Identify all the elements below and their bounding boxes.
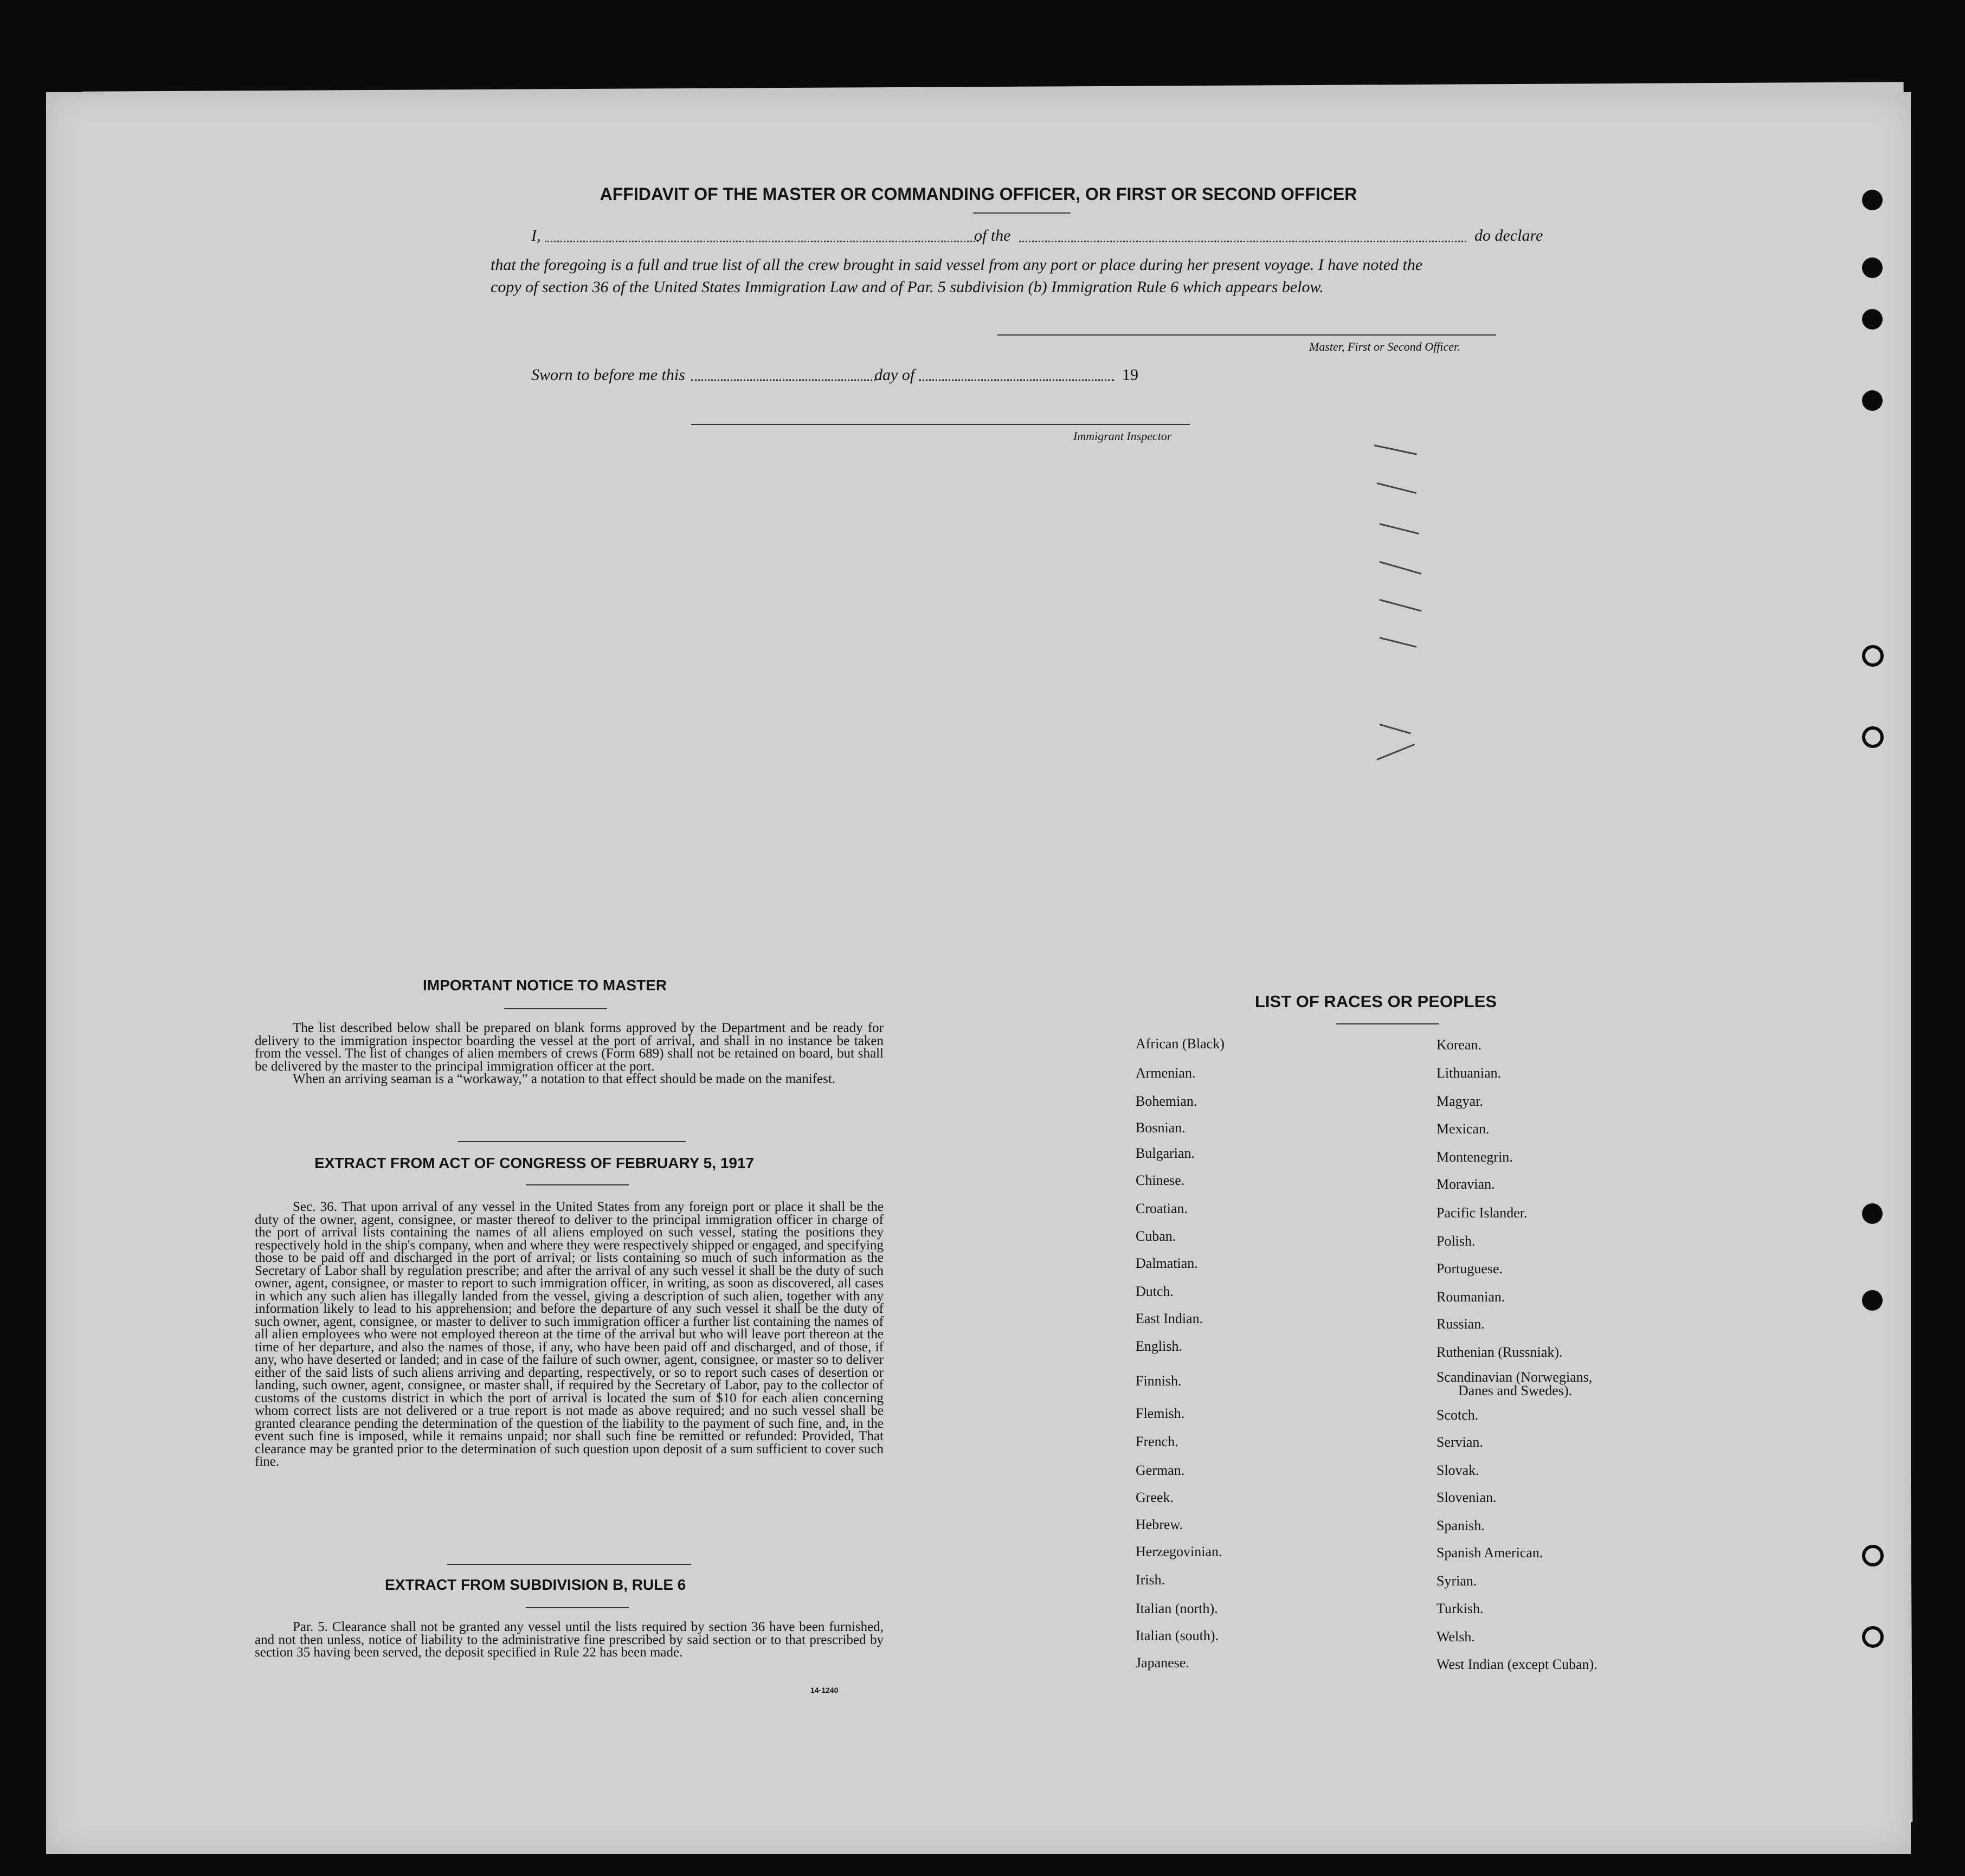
race-item: Dalmatian. bbox=[1136, 1255, 1198, 1271]
act-text bbox=[255, 1201, 884, 1468]
race-item: Scotch. bbox=[1436, 1407, 1479, 1423]
vessel-blank-line bbox=[1019, 241, 1466, 242]
race-item: West Indian (except Cuban). bbox=[1436, 1656, 1597, 1672]
race-item: Bulgarian. bbox=[1136, 1145, 1195, 1161]
race-item: Turkish. bbox=[1436, 1601, 1484, 1616]
race-item: Italian (south). bbox=[1136, 1628, 1219, 1643]
race-item: Bosnian. bbox=[1136, 1120, 1186, 1136]
race-item: Polish. bbox=[1436, 1233, 1476, 1249]
race-item: Bohemian. bbox=[1136, 1093, 1197, 1109]
race-item: Irish. bbox=[1136, 1572, 1165, 1588]
affidavit-line-3: copy of section 36 of the United States Immigration Law and of Par. 5 subdivision (b) Immigration Rule 6 which appears below. bbox=[491, 278, 1324, 296]
notice-paragraph-1: The list described below shall be prepared on blank forms approved by the Department and be ready for delivery to the immigration inspector boarding the vessel at the port of arrival, and shall in no instance be taken from the vessel. The list of changes of alien members of crews (Form 689) shall not be retained on board, but shall be delivered by the master to the principal immigration officer at the port. bbox=[255, 1021, 884, 1074]
race-item: Greek. bbox=[1136, 1490, 1174, 1505]
race-item: Syrian. bbox=[1436, 1573, 1477, 1589]
sworn-day-blank bbox=[691, 379, 875, 381]
race-item: Croatian. bbox=[1136, 1201, 1188, 1216]
divider bbox=[1336, 1023, 1439, 1024]
race-item: Magyar. bbox=[1436, 1093, 1483, 1109]
inspector-signature-line bbox=[691, 424, 1190, 425]
race-item: Scandinavian (Norwegians, bbox=[1436, 1369, 1593, 1385]
affidavit-line-2: that the foregoing is a full and true list of all the crew brought in said vessel from any port or place during her present voyage. I have noted the bbox=[491, 256, 1423, 274]
pen-mark bbox=[1380, 599, 1422, 612]
pen-mark bbox=[1380, 523, 1419, 534]
rule-title: EXTRACT FROM SUBDIVISION B, RULE 6 bbox=[385, 1576, 686, 1593]
race-item: Pacific Islander. bbox=[1436, 1205, 1528, 1221]
affidavit-of-the-label: of the bbox=[974, 227, 1011, 244]
act-title: EXTRACT FROM ACT OF CONGRESS OF FEBRUARY 5, 1917 bbox=[314, 1155, 755, 1171]
binder-hole bbox=[1862, 390, 1883, 411]
divider bbox=[447, 1564, 691, 1565]
name-blank-line bbox=[545, 241, 978, 242]
pen-mark bbox=[1377, 482, 1416, 494]
binder-hole bbox=[1862, 1545, 1884, 1566]
race-item: Armenian. bbox=[1136, 1065, 1196, 1081]
race-item: Slovenian. bbox=[1436, 1490, 1497, 1505]
year-prefix: 19 bbox=[1122, 366, 1138, 384]
race-item: East Indian. bbox=[1136, 1311, 1203, 1326]
divider bbox=[504, 1008, 607, 1009]
sworn-month-blank bbox=[919, 379, 1114, 381]
pen-mark bbox=[1376, 744, 1415, 760]
divider bbox=[973, 212, 1071, 214]
race-item: German. bbox=[1136, 1462, 1185, 1478]
race-item: Mexican. bbox=[1436, 1121, 1490, 1137]
master-signature-line bbox=[997, 334, 1496, 336]
binder-hole bbox=[1862, 257, 1883, 278]
pen-mark bbox=[1380, 561, 1422, 575]
sworn-label: Sworn to before me this bbox=[531, 366, 685, 384]
inspector-caption: Immigrant Inspector bbox=[1073, 429, 1172, 443]
divider bbox=[458, 1141, 686, 1142]
master-caption: Master, First or Second Officer. bbox=[1309, 340, 1460, 353]
race-item: Lithuanian. bbox=[1436, 1065, 1502, 1081]
race-item: Cuban. bbox=[1136, 1228, 1176, 1244]
races-title: LIST OF RACES OR PEOPLES bbox=[1255, 992, 1497, 1011]
binder-hole bbox=[1862, 645, 1884, 667]
form-page bbox=[46, 92, 1911, 1854]
pen-mark bbox=[1380, 724, 1412, 734]
race-item: Italian (north). bbox=[1136, 1601, 1218, 1616]
race-item: Flemish. bbox=[1136, 1406, 1185, 1421]
race-item: Portuguese. bbox=[1436, 1261, 1503, 1277]
race-item: Japanese. bbox=[1136, 1655, 1189, 1671]
rule-paragraph-5: Par. 5. Clearance shall not be granted any vessel until the lists required by section 36 have been furnished, and not then unless, notice of liability to the administrative fine prescribed by said section or to that prescribed by section 35 having been served, the deposit specified in Rule 22 has been made. bbox=[255, 1620, 884, 1660]
binder-hole bbox=[1862, 309, 1883, 330]
race-item: French. bbox=[1136, 1434, 1178, 1449]
race-item: Chinese. bbox=[1136, 1172, 1185, 1188]
affidavit-declare-label: do declare bbox=[1474, 227, 1543, 244]
race-item: Spanish. bbox=[1436, 1518, 1485, 1533]
notice-title: IMPORTANT NOTICE TO MASTER bbox=[423, 977, 667, 994]
race-item: African (Black) bbox=[1136, 1036, 1225, 1052]
pen-mark bbox=[1374, 444, 1417, 455]
race-item: Russian. bbox=[1436, 1316, 1485, 1332]
rule-text bbox=[255, 1621, 884, 1659]
divider bbox=[526, 1607, 629, 1608]
race-item: Herzegovinian. bbox=[1136, 1544, 1222, 1559]
form-number: 14-1240 bbox=[810, 1686, 839, 1694]
day-of-label: day of bbox=[874, 366, 915, 384]
race-item: Slovak. bbox=[1436, 1462, 1479, 1478]
race-item: Spanish American. bbox=[1436, 1545, 1543, 1561]
race-item: Hebrew. bbox=[1136, 1517, 1183, 1532]
binder-hole bbox=[1862, 726, 1884, 748]
race-item: Moravian. bbox=[1436, 1176, 1495, 1192]
race-item: Roumanian. bbox=[1436, 1289, 1505, 1305]
race-item: Dutch. bbox=[1136, 1284, 1174, 1299]
race-item: Danes and Swedes). bbox=[1458, 1383, 1573, 1398]
race-item: Finnish. bbox=[1136, 1373, 1182, 1389]
race-item: Korean. bbox=[1436, 1037, 1482, 1053]
divider bbox=[526, 1184, 629, 1185]
binder-hole bbox=[1862, 1290, 1883, 1311]
notice-text bbox=[255, 1022, 884, 1086]
race-item: English. bbox=[1136, 1338, 1182, 1354]
race-item: Servian. bbox=[1436, 1434, 1483, 1450]
binder-hole bbox=[1862, 1203, 1883, 1224]
pen-mark bbox=[1380, 637, 1417, 648]
affidavit-title: AFFIDAVIT OF THE MASTER OR COMMANDING OFFICER, OR FIRST OR SECOND OFFICER bbox=[600, 184, 1357, 204]
notice-paragraph-2: When an arriving seaman is a “workaway,” a notation to that effect should be made on the manifest. bbox=[293, 1072, 836, 1086]
race-item: Montenegrin. bbox=[1436, 1149, 1513, 1165]
race-item: Ruthenian (Russniak). bbox=[1436, 1344, 1563, 1360]
affidavit-i-label: I, bbox=[531, 227, 541, 244]
act-section-36: Sec. 36. That upon arrival of any vessel in the United States from any foreign port or place it shall be the duty of the owner, agent, consignee, or master thereof to deliver to the principal immigration officer in charge of the port of arrival lists containing the names of all aliens employed on such vessel, stating the positions they respectively hold in the ship's company, when and where they were respectively shipped or engaged, and specifying those to be paid off and discharged in the port of arrival; or lists containing so much of such information as the Secretary of Labor shall by regulation prescribe; and after the arrival of any such vessel it shall be the duty of such owner, agent, consignee, or master to report to such immigration officer, in writing, as soon as discovered, all cases in which any such alien has illegally landed from the vessel, giving a description of such alien, together with any information likely to lead to his apprehension; and before the departure of any such vessel it shall be the duty of such owner, agent, consignee, or master to deliver to such immigration officer a further list containing the names of all alien employees who were not employed thereon at the time of the arrival but who will leave port thereon at the time of her departure, and also the names of those, if any, who have been paid off and discharged, and of those, if any, who have deserted or landed; and in case of the failure of such owner, agent, consignee, or master so to deliver either of the said lists of such aliens arriving and departing, respectively, or so to report such cases of desertion or landing, such owner, agent, consignee, or master shall, if required by the Secretary of Labor, pay to the collector of customs of the customs district in which the port of arrival is located the sum of $10 for each alien concerning whom correct lists are not delivered or a true report is not made as above required; and no such vessel shall be granted clearance pending the determination of the question of the liability to the payment of such fine, and, in the event such fine is imposed, while it remains unpaid; nor shall such fine be remitted or refunded: Provided, That clearance may be granted prior to the determination of such question upon deposit of a sum sufficient to cover such fine. bbox=[255, 1200, 884, 1469]
binder-hole bbox=[1862, 1626, 1884, 1648]
race-item: Welsh. bbox=[1436, 1629, 1475, 1645]
